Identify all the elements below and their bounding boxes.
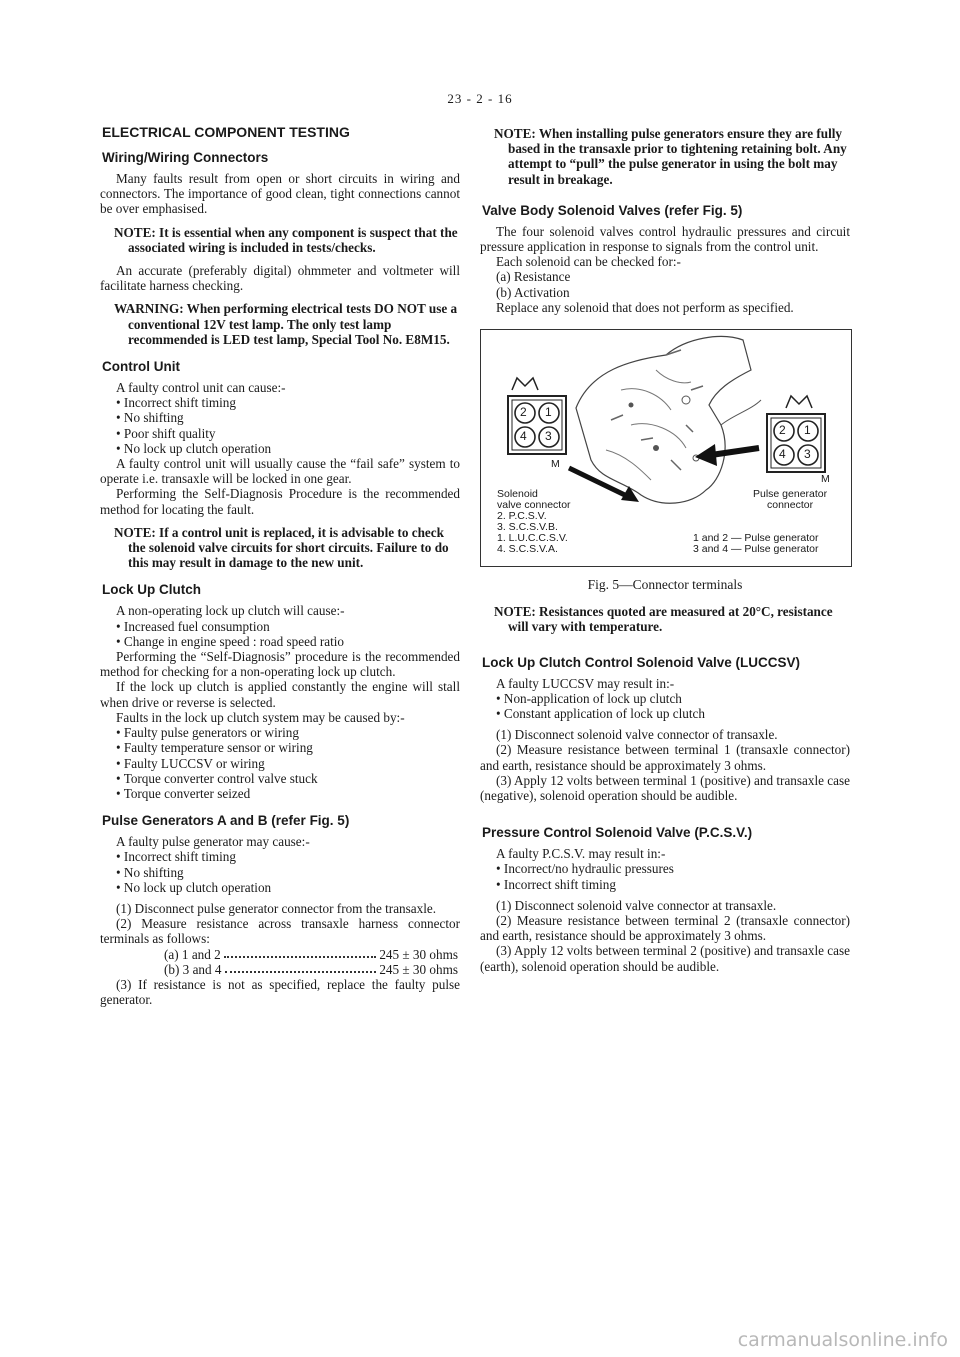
- valve-body-section: [480, 203, 850, 315]
- valve-body-paragraph-1: The four solenoid valves control hydraulic pressures and circuit pressure application in response to signals from the control unit.: [480, 223, 850, 255]
- list-item: • No shifting: [116, 865, 460, 880]
- page-title: ELECTRICAL COMPONENT TESTING: [102, 124, 350, 140]
- terminal-label: 2: [520, 405, 527, 420]
- control-unit-note: NOTE: If a control unit is replaced, it is advisable to check the solenoid valve circuits for short circuits. Failure to do this may result in damage to the new unit.: [114, 524, 449, 571]
- label-line: valve connector: [497, 499, 571, 512]
- solenoid-connector-shape: [508, 396, 566, 454]
- list-item: • No lock up clutch operation: [116, 880, 460, 895]
- wiring-note: NOTE: It is essential when any component is suspect that the associated wiring is included in tests/checks.: [114, 224, 458, 255]
- terminal-label: 3: [545, 429, 552, 444]
- control-unit-heading: Control Unit: [102, 359, 180, 375]
- page-number: 23 - 2 - 16: [447, 91, 513, 106]
- label-line: Solenoid: [497, 488, 538, 501]
- pcsv-step-3: (3) Apply 12 volts between terminal 2 (positive) and transaxle case (earth), solenoid operation should be audible.: [480, 943, 850, 974]
- m-label: M: [551, 458, 560, 471]
- control-unit-paragraph-2: Performing the Self-Diagnosis Procedure is the recommended method for locating the fault.: [100, 486, 460, 517]
- wiring-warning: WARNING: When performing electrical tests DO NOT use a conventional 12V test lamp. The only test lamp recommended is LED test lamp, Special Tool No. E8M15.: [114, 301, 458, 347]
- list-item: • Increased fuel consumption: [116, 619, 460, 634]
- pulse-intro: A faulty pulse generator may cause:-: [116, 834, 310, 850]
- dot-leader: [225, 962, 377, 973]
- valve-body-item-a: (a) Resistance: [496, 269, 571, 285]
- list-item: • Torque converter seized: [116, 786, 460, 801]
- pulse-step-2: (2) Measure resistance across transaxle harness connector terminals as follows:: [100, 916, 460, 947]
- lock-up-paragraph-2: If the lock up clutch is applied constantly the engine will stall when drive or reverse is selected.: [100, 679, 460, 710]
- m-symbol-left: [512, 378, 538, 390]
- pulse-connector-shape: [767, 414, 825, 472]
- arrow-pulse-icon: [695, 444, 717, 466]
- label-line: connector: [767, 499, 814, 512]
- figure-caption: Fig. 5—Connector terminals: [587, 577, 743, 593]
- solenoid-item: 4. S.C.S.V.A.: [497, 543, 558, 556]
- spec-value: 245 ± 30 ohms: [379, 946, 458, 962]
- valve-body-paragraph-3: Replace any solenoid that does not perform as specified.: [496, 299, 794, 315]
- terminal-label: 4: [520, 429, 527, 444]
- pulse-step-1: (1) Disconnect pulse generator connector from the transaxle.: [116, 900, 437, 916]
- luccsv-section: [480, 655, 850, 804]
- wiring-paragraph-1: Many faults result from open or short circuits in wiring and connectors. The importance of good clean, tight connections cannot be over emphasised.: [100, 171, 460, 217]
- terminal-label: 4: [779, 447, 786, 462]
- watermark: carmanualsonline.info: [737, 1329, 948, 1351]
- pulse-steps: [100, 901, 460, 1007]
- luccsv-step-1: (1) Disconnect solenoid valve connector of transaxle.: [496, 727, 778, 743]
- list-item: • Change in engine speed : road speed ratio: [116, 634, 460, 649]
- lock-up-causes: [100, 725, 460, 801]
- terminal-label: 2: [779, 423, 786, 438]
- m-label: M: [821, 473, 830, 486]
- temperature-note: NOTE: Resistances quoted are measured at 20°C, resistance will vary with temperature.: [494, 604, 833, 635]
- luccsv-step-2: (2) Measure resistance between terminal 1 (transaxle connector) and earth, resistance should be approximately 3 ohms.: [480, 742, 850, 773]
- list-item: • No shifting: [116, 410, 460, 425]
- spec-value: 245 ± 30 ohms: [379, 961, 458, 977]
- list-item: • Poor shift quality: [116, 426, 460, 441]
- wiring-section: [100, 150, 460, 347]
- wiring-heading: Wiring/Wiring Connectors: [102, 150, 269, 165]
- solenoid-connector-label: [497, 489, 571, 555]
- luccsv-bullets: [480, 691, 850, 721]
- lock-up-paragraph-1: Performing the “Self-Diagnosis” procedure is the recommended method for checking for a non-operating lock up clutch.: [100, 649, 460, 680]
- pulse-generator-key: [693, 533, 819, 555]
- pulse-connector-label: [753, 489, 827, 511]
- list-item: • Constant application of lock up clutch: [496, 706, 850, 721]
- list-item: • Faulty pulse generators or wiring: [116, 725, 460, 740]
- pulse-item: 1 and 2 — Pulse generator: [693, 532, 819, 545]
- pcsv-intro: A faulty P.C.S.V. may result in:-: [496, 846, 666, 862]
- control-unit-intro: A faulty control unit can cause:-: [116, 380, 286, 396]
- lock-up-intro: A non-operating lock up clutch will cause:-: [116, 603, 345, 619]
- pcsv-steps: [480, 898, 850, 974]
- luccsv-intro: A faulty LUCCSV may result in:-: [496, 675, 675, 691]
- pulse-bullets: [100, 849, 460, 895]
- spec-row-b: [164, 962, 458, 977]
- spec-label: (b) 3 and 4: [164, 961, 222, 977]
- pulse-item: 3 and 4 — Pulse generator: [693, 543, 819, 556]
- lock-up-bullets: [100, 619, 460, 649]
- terminal-label: 1: [804, 423, 811, 438]
- spec-label: (a) 1 and 2: [164, 946, 221, 962]
- pcsv-heading: Pressure Control Solenoid Valve (P.C.S.V.): [482, 825, 753, 841]
- pulse-section: [100, 813, 460, 1007]
- luccsv-step-3: (3) Apply 12 volts between terminal 1 (positive) and transaxle case (negative), solenoid operation should be audible.: [480, 772, 850, 804]
- label-line: Pulse generator: [753, 488, 828, 501]
- pcsv-step-1: (1) Disconnect solenoid valve connector at transaxle.: [496, 897, 777, 913]
- lock-up-paragraph-3: Faults in the lock up clutch system may be caused by:-: [116, 709, 405, 725]
- luccsv-heading: Lock Up Clutch Control Solenoid Valve (LUCCSV): [482, 654, 801, 670]
- control-unit-section: [100, 359, 460, 570]
- list-item: • Incorrect shift timing: [116, 849, 460, 864]
- list-item: • Torque converter control valve stuck: [116, 771, 460, 786]
- luccsv-steps: [480, 727, 850, 803]
- install-note: NOTE: When installing pulse generators ensure they are fully based in the transaxle prior to tightening retaining bolt. Any attempt to “pull” the pulse generator in using the bolt may result in breakage.: [494, 126, 847, 187]
- list-item: • No lock up clutch operation: [116, 441, 460, 456]
- terminal-label: 1: [545, 405, 552, 420]
- control-unit-paragraph-1: A faulty control unit will usually cause the “fail safe” system to operate i.e. transaxle will be locked in one gear.: [100, 456, 460, 487]
- pcsv-section: [480, 825, 850, 974]
- pulse-heading: Pulse Generators A and B (refer Fig. 5): [102, 813, 350, 829]
- control-unit-bullets: [100, 395, 460, 456]
- list-item: • Incorrect shift timing: [116, 395, 460, 410]
- lock-up-section: [100, 582, 460, 801]
- m-symbol-right: [786, 396, 812, 408]
- solenoid-item: 2. P.C.S.V.: [497, 510, 547, 523]
- pcsv-bullets: [480, 861, 850, 891]
- valve-body-paragraph-2: Each solenoid can be checked for:-: [496, 254, 681, 270]
- spec-row-a: [164, 947, 458, 962]
- list-item: • Non-application of lock up clutch: [496, 691, 850, 706]
- left-column: [100, 124, 460, 1019]
- pulse-step-3: (3) If resistance is not as specified, replace the faulty pulse generator.: [100, 976, 460, 1008]
- list-item: • Incorrect shift timing: [496, 877, 850, 892]
- lock-up-heading: Lock Up Clutch: [102, 582, 202, 598]
- list-item: • Faulty LUCCSV or wiring: [116, 756, 460, 771]
- list-item: • Incorrect/no hydraulic pressures: [496, 861, 850, 876]
- valve-body-heading: Valve Body Solenoid Valves (refer Fig. 5): [482, 202, 743, 218]
- right-column: [480, 124, 850, 986]
- wiring-paragraph-2: An accurate (preferably digital) ohmmeter and voltmeter will facilitate harness checking.: [100, 263, 460, 294]
- valve-body-item-b: (b) Activation: [496, 284, 570, 300]
- connector-figure: [480, 329, 852, 567]
- pcsv-step-2: (2) Measure resistance between terminal 2 (transaxle connector) and earth, resistance should be approximately 3 ohms.: [480, 913, 850, 944]
- dot-leader: [224, 947, 377, 958]
- terminal-label: 3: [804, 447, 811, 462]
- solenoid-item: 3. S.C.S.V.B.: [497, 521, 558, 534]
- solenoid-item: 1. L.U.C.C.S.V.: [497, 532, 568, 545]
- list-item: • Faulty temperature sensor or wiring: [116, 740, 460, 755]
